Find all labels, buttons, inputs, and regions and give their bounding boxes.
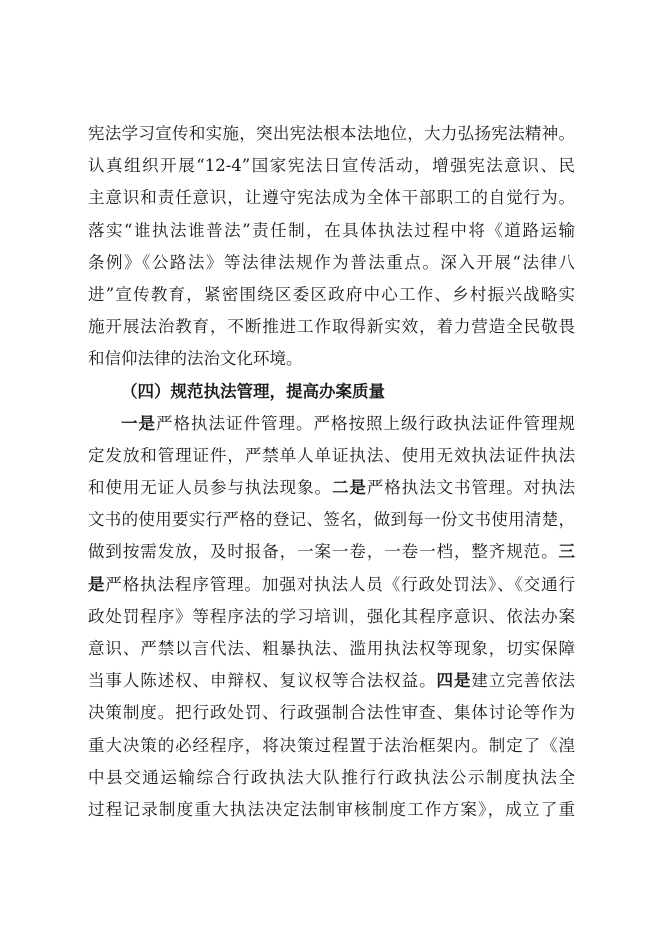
emphasis-label: 是 bbox=[88, 574, 106, 594]
line-text: 严格执法程序管理。加强对执法人员《行政处罚法》、《交通行 bbox=[105, 574, 576, 594]
emphasis-label: 二是 bbox=[331, 478, 367, 498]
line-text: 做到按需发放，及时报备，一案一卷，一卷一档，整齐规范。 bbox=[88, 542, 559, 562]
paragraph-line: 施开展法治教育，不断推进工作取得新实效，着力营造全民敬畏 bbox=[88, 317, 575, 337]
emphasis-label: 四是 bbox=[436, 671, 472, 691]
paragraph-line: 重大决策的必经程序，将决策过程置于法治框架内。制定了《湟 bbox=[88, 735, 575, 755]
paragraph-line bbox=[88, 472, 575, 504]
paragraph-line: 政处罚程序》等程序法的学习培训，强化其程序意识、依法办案 bbox=[88, 606, 575, 626]
paragraph-line bbox=[88, 569, 575, 601]
paragraph-line: 文书的使用要实行严格的登记、签名，做到每一份文书使用清楚， bbox=[88, 510, 575, 530]
emphasis-label: 三 bbox=[558, 542, 575, 562]
paragraph-line: 认真组织开展“12-4”国家宪法日宣传活动，增强宪法意识、民 bbox=[88, 156, 575, 176]
paragraph-line: 主意识和责任意识，让遵守宪法成为全体干部职工的自觉行为。 bbox=[88, 188, 575, 208]
paragraph-line: 落实“谁执法谁普法”责任制，在具体执法过程中将《道路运输 bbox=[88, 220, 575, 240]
emphasis-label: 一是 bbox=[121, 413, 156, 433]
line-text: 当事人陈述权、申辩权、复议权等合法权益。 bbox=[88, 671, 437, 691]
line-text: 严格执法证件管理。严格按照上级行政执法证件管理规 bbox=[156, 413, 575, 433]
paragraph-line: 进”宣传教育，紧密围绕区委区政府中心工作、乡村振兴战略实 bbox=[88, 284, 575, 304]
paragraph-line: 和信仰法律的法治文化环境。 bbox=[88, 349, 303, 369]
paragraph-line: 决策制度。把行政处罚、行政强制合法性审查、集体讨论等作为 bbox=[88, 703, 575, 723]
paragraph-line: 定发放和管理证件，严禁单人单证执法、使用无效执法证件执法 bbox=[88, 445, 575, 465]
line-text: 和使用无证人员参与执法现象。 bbox=[88, 478, 332, 498]
section-heading: （四）规范执法管理，提高办案质量 bbox=[121, 381, 385, 401]
paragraph-line bbox=[88, 408, 575, 440]
paragraph-line: 过程记录制度重大执法决定法制审核制度工作方案》，成立了重 bbox=[88, 799, 575, 819]
line-text: 严格执法文书管理。对执法 bbox=[366, 478, 576, 498]
paragraph-line: 宪法学习宣传和实施，突出宪法根本法地位，大力弘扬宪法精神。 bbox=[88, 124, 575, 143]
paragraph-line: 条例》《公路法》等法律法规作为普法重点。深入开展“法律八 bbox=[88, 252, 575, 272]
paragraph-line: 意识、严禁以言代法、粗暴执法、滥用执法权等现象，切实保障 bbox=[88, 639, 575, 658]
line-text: 建立完善依法 bbox=[471, 671, 576, 691]
paragraph-line bbox=[88, 536, 575, 568]
document-body bbox=[88, 118, 575, 826]
paragraph-line: 中县交通运输综合行政执法大队推行行政执法公示制度执法全 bbox=[88, 767, 575, 787]
paragraph-line bbox=[88, 665, 575, 697]
